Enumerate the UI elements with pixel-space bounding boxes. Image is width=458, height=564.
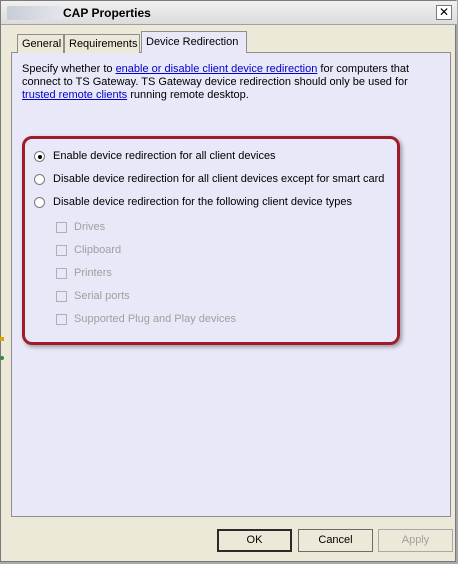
tab-general[interactable]: General [17, 34, 64, 53]
description-text [22, 63, 432, 102]
checkbox-plug-and-play-label: Supported Plug and Play devices [74, 313, 237, 325]
close-icon: ✕ [438, 5, 450, 19]
radio-enable-all-label: Enable device redirection for all client devices [53, 150, 276, 162]
description-part-1: Specify whether to [22, 63, 116, 75]
tab-requirements[interactable]: Requirements [64, 34, 140, 53]
checkbox-clipboard-label: Clipboard [74, 244, 122, 256]
trusted-clients-help-link[interactable]: trusted remote clients [22, 89, 128, 101]
background-status-icon [0, 356, 4, 360]
close-button[interactable] [436, 5, 452, 20]
cancel-button[interactable]: Cancel [298, 529, 373, 552]
checkbox-printers-label: Printers [74, 267, 112, 279]
device-redirection-help-link[interactable]: enable or disable client device redirection [115, 63, 318, 75]
background-window-edge-mark [0, 337, 4, 341]
description-part-2: for computers that connect to TS Gateway. TS Gateway device redirection should only be used for [22, 63, 410, 88]
blurred-title-prefix [7, 6, 63, 20]
description-part-3: running remote desktop. [127, 89, 249, 101]
tab-device-redirection[interactable]: Device Redirection [141, 31, 247, 53]
radio-disable-following-types-label: Disable device redirection for the following client device types [53, 196, 352, 208]
apply-button[interactable]: Apply [378, 529, 453, 552]
checkbox-drives-label: Drives [74, 221, 106, 233]
title-bar[interactable] [1, 1, 457, 25]
checkbox-serial-ports-label: Serial ports [74, 290, 130, 302]
ok-button[interactable]: OK [217, 529, 292, 552]
annotation-highlight-box [22, 136, 400, 345]
dialog-title: CAP Properties [63, 6, 151, 20]
radio-disable-except-smartcard-label: Disable device redirection for all client devices except for smart card [53, 173, 385, 185]
